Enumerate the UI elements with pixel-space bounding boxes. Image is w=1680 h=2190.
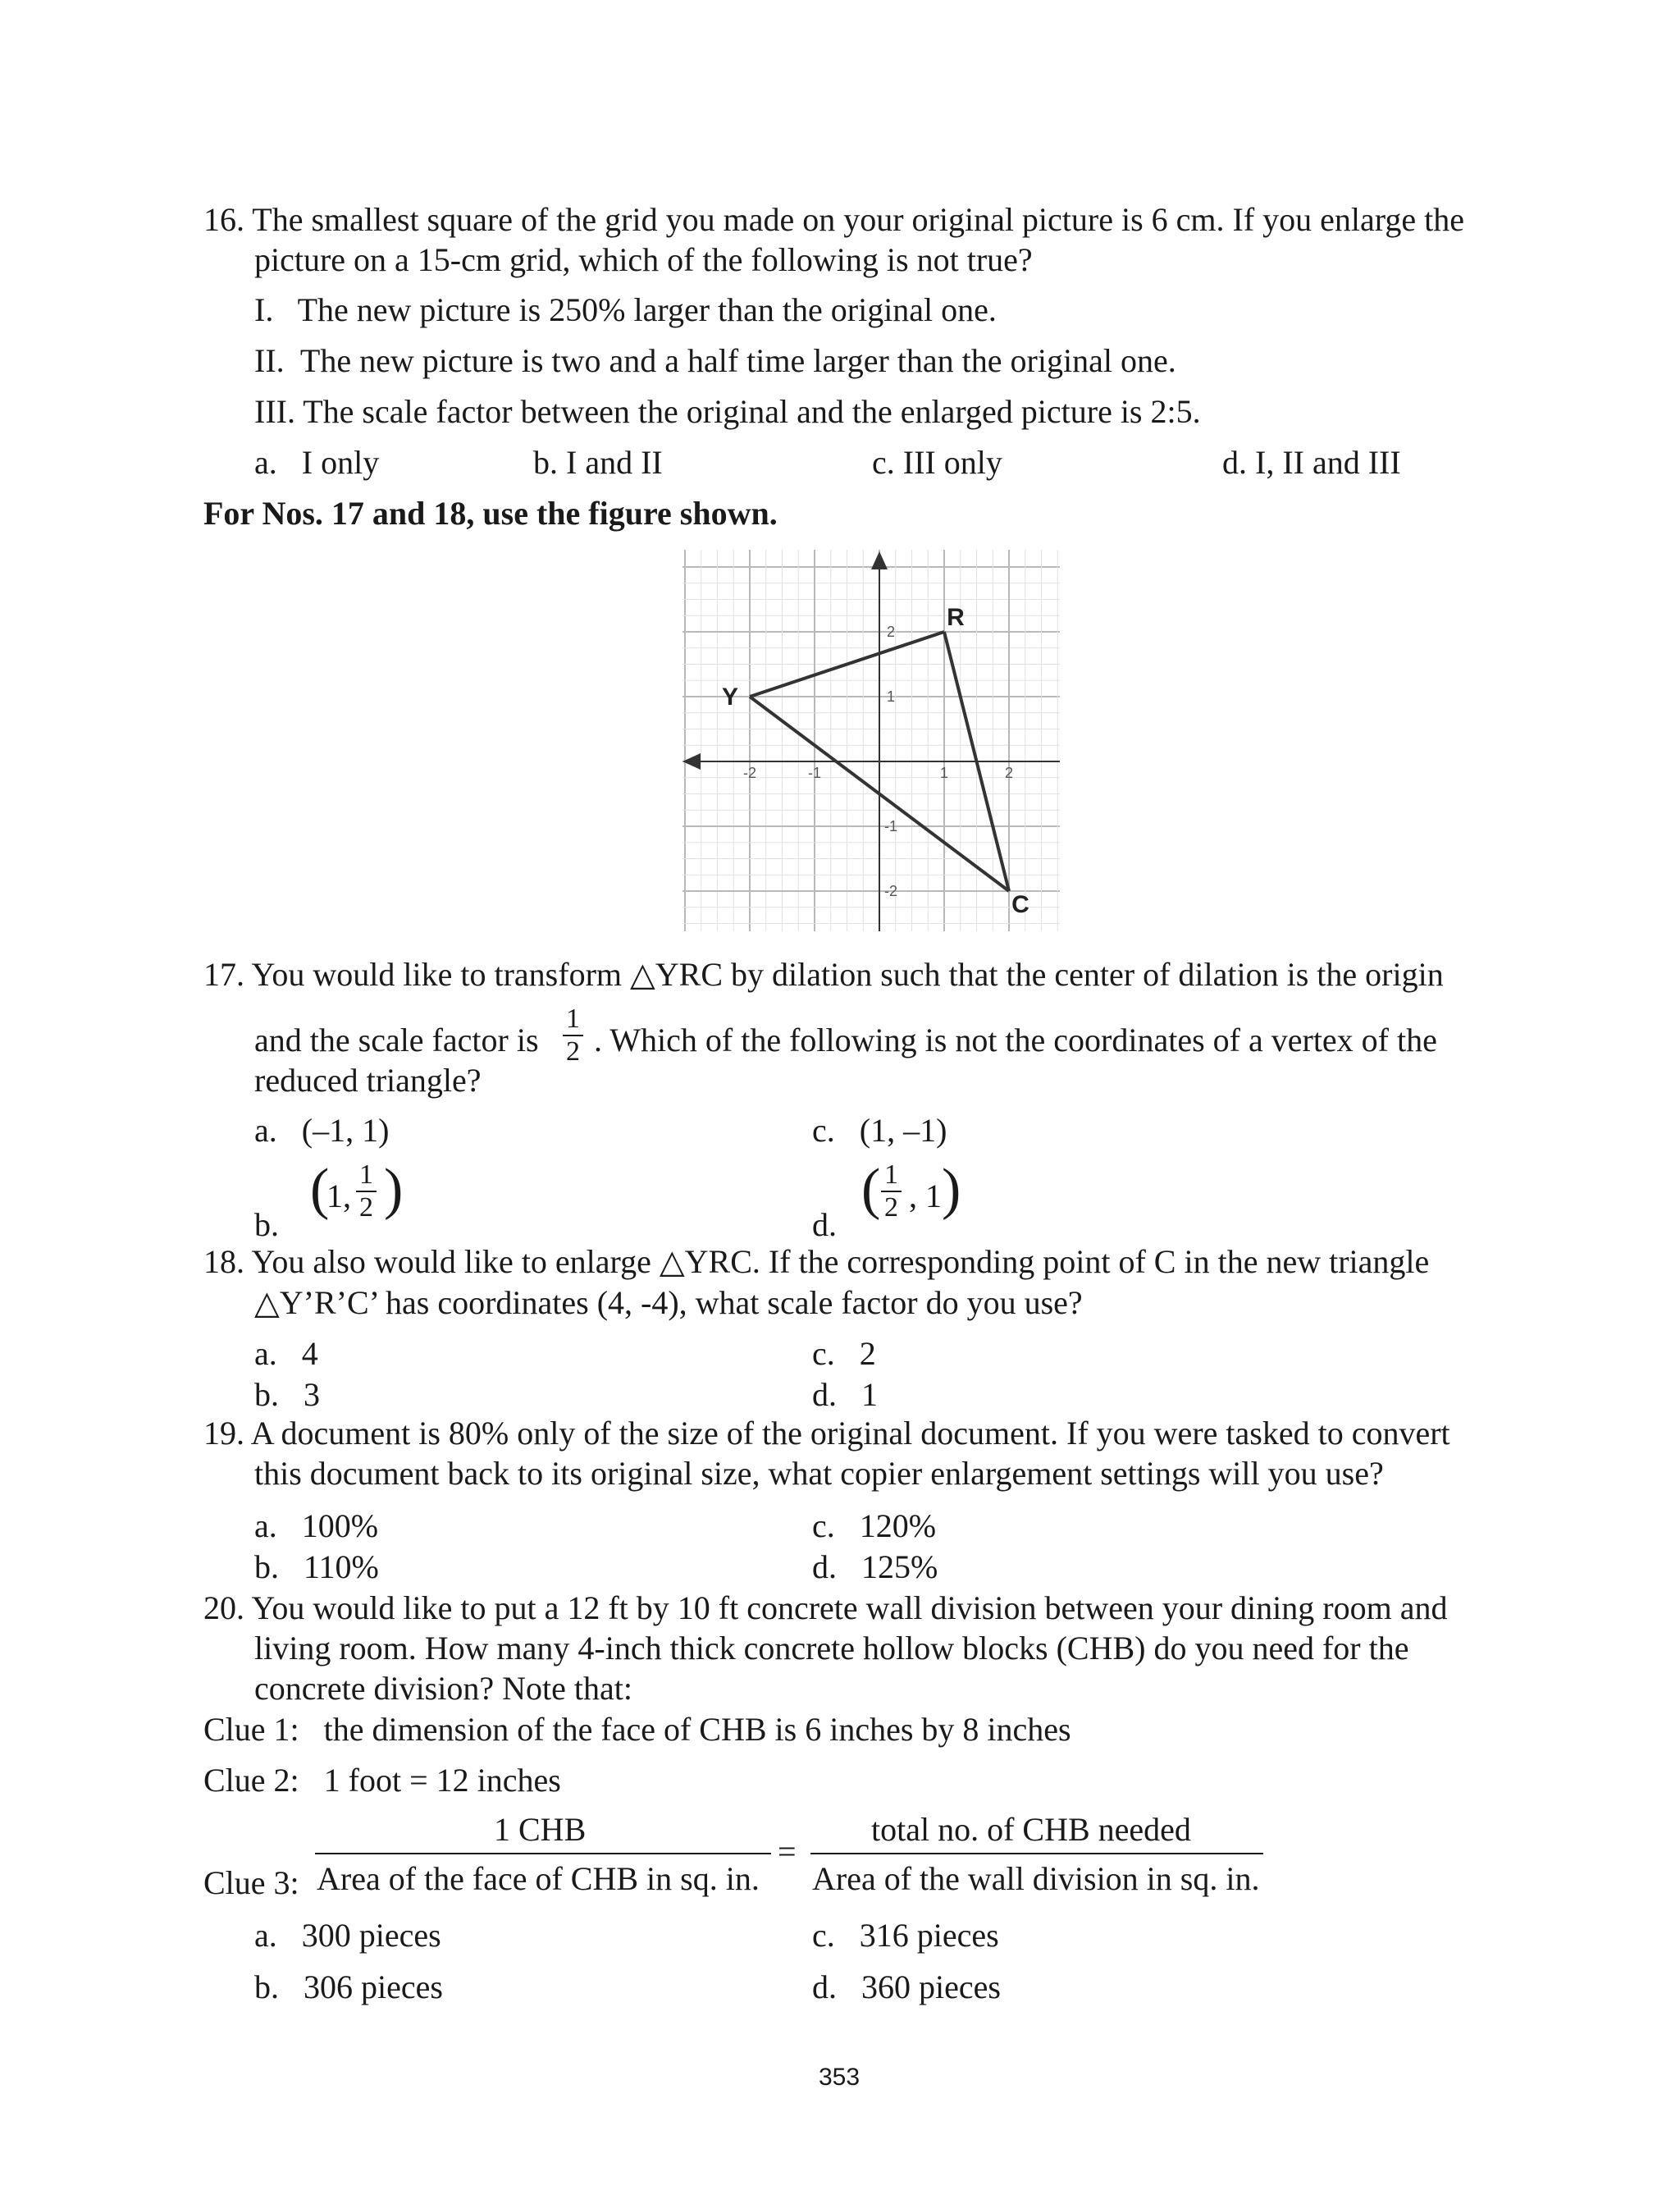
q17-option-b-value: 1, bbox=[326, 1177, 351, 1214]
q19-option-b: b. 110% bbox=[254, 1548, 379, 1585]
vertex-label-y: Y bbox=[721, 684, 738, 711]
x-tick-label: -2 bbox=[742, 765, 757, 781]
q19-stem-line1: 19. A document is 80% only of the size of the original document. If you were tasked to convert bbox=[203, 1415, 1450, 1452]
q17-stem-line2a: and the scale factor is bbox=[254, 1022, 539, 1058]
q17-option-d-label: d. bbox=[812, 1206, 837, 1243]
q17-option-d-fraction bbox=[881, 1159, 902, 1223]
vertex-label-c: C bbox=[1011, 891, 1029, 918]
q17-option-d-lparen: ( bbox=[861, 1158, 881, 1221]
q17-d-frac-numerator: 1 bbox=[881, 1159, 902, 1192]
q20-stem-line1: 20. You would like to put a 12 ft by 10 ft concrete wall division between your dining room and bbox=[203, 1589, 1448, 1626]
q16-option-d: d. I, II and III bbox=[1222, 444, 1401, 481]
q16-statement-3: III. The scale factor between the original and the enlarged picture is 2:5. bbox=[254, 393, 1201, 430]
q17-option-a: a. (–1, 1) bbox=[254, 1112, 390, 1149]
q20-option-b: b. 306 pieces bbox=[254, 1968, 443, 2005]
q20-left-denominator: Area of the face of CHB in sq. in. bbox=[317, 1860, 760, 1897]
q20-option-a: a. 300 pieces bbox=[254, 1917, 441, 1954]
q17-option-d-value: , 1 bbox=[909, 1177, 942, 1214]
q17-option-b-rparen: ) bbox=[384, 1158, 404, 1221]
q17-scale-fraction bbox=[563, 1004, 583, 1068]
coordinate-figure bbox=[682, 550, 1060, 931]
q19-option-c: c. 120% bbox=[812, 1507, 937, 1544]
x-tick-label: 1 bbox=[939, 765, 949, 781]
q19-option-a: a. 100% bbox=[254, 1507, 379, 1544]
q17-option-b-fraction bbox=[356, 1159, 377, 1223]
q16-option-a: a. I only bbox=[254, 444, 380, 481]
q16-statement-2: II. The new picture is two and a half time larger than the original one. bbox=[254, 342, 1176, 379]
q20-right-denominator: Area of the wall division in sq. in. bbox=[812, 1860, 1260, 1897]
q20-stem-line2: living room. How many 4-inch thick concrete hollow blocks (CHB) do you need for the bbox=[254, 1630, 1409, 1667]
section-heading: For Nos. 17 and 18, use the figure shown. bbox=[203, 495, 778, 532]
q20-right-numerator: total no. of CHB needed bbox=[871, 1811, 1191, 1848]
q17-stem-line1: 17. You would like to transform △YRC by dilation such that the center of dilation is the origin bbox=[203, 956, 1444, 993]
x-tick-label: 2 bbox=[1004, 765, 1014, 781]
q16-option-c: c. III only bbox=[872, 444, 1002, 481]
q19-stem-line2: this document back to its original size, what copier enlargement settings will you use? bbox=[254, 1455, 1384, 1492]
q16-statement-1: I. The new picture is 250% larger than the original one. bbox=[254, 291, 997, 328]
q18-stem-line2: △Y’R’C’ has coordinates (4, -4), what scale factor do you use? bbox=[254, 1284, 1083, 1321]
q17-frac-numerator: 1 bbox=[563, 1004, 583, 1036]
q16-stem-line1: 16. The smallest square of the grid you made on your original picture is 6 cm. If you enlarge the bbox=[203, 201, 1465, 238]
x-tick-label: -1 bbox=[807, 765, 822, 781]
page-number: 353 bbox=[819, 2064, 861, 2091]
y-tick-label: -1 bbox=[883, 818, 898, 834]
q20-option-d: d. 360 pieces bbox=[812, 1968, 1001, 2005]
q20-left-numerator: 1 CHB bbox=[494, 1811, 587, 1848]
q19-option-d: d. 125% bbox=[812, 1548, 938, 1585]
q16-option-b: b. I and II bbox=[533, 444, 663, 481]
q20-clue-3-label: Clue 3: bbox=[203, 1864, 299, 1901]
q17-b-frac-denominator: 2 bbox=[359, 1192, 373, 1223]
q20-equals: = bbox=[778, 1833, 797, 1870]
q20-option-c: c. 316 pieces bbox=[812, 1917, 999, 1954]
q17-stem-line3: reduced triangle? bbox=[254, 1062, 482, 1099]
q18-stem-line1: 18. You also would like to enlarge △YRC. If the corresponding point of C in the new triangle bbox=[203, 1243, 1430, 1280]
q20-right-fraction-bar bbox=[810, 1853, 1263, 1854]
q18-option-a: a. 4 bbox=[254, 1335, 318, 1372]
vertex-label-r: R bbox=[947, 604, 965, 631]
q17-b-frac-numerator: 1 bbox=[356, 1159, 377, 1192]
q20-clue-1: Clue 1: the dimension of the face of CHB is 6 inches by 8 inches bbox=[203, 1711, 1071, 1748]
q17-option-b-label: b. bbox=[254, 1206, 279, 1243]
y-tick-label: 1 bbox=[886, 688, 896, 705]
q17-stem-line2b: . Which of the following is not the coordinates of a vertex of the bbox=[594, 1022, 1437, 1058]
q18-option-d: d. 1 bbox=[812, 1376, 878, 1413]
q16-stem-line2: picture on a 15-cm grid, which of the following is not true? bbox=[254, 241, 1033, 278]
y-tick-label: 2 bbox=[886, 624, 896, 640]
q18-option-c: c. 2 bbox=[812, 1335, 876, 1372]
q17-frac-denominator: 2 bbox=[566, 1036, 580, 1067]
q20-left-fraction-bar bbox=[315, 1853, 771, 1854]
q17-d-frac-denominator: 2 bbox=[884, 1192, 898, 1223]
y-tick-label: -2 bbox=[883, 883, 898, 899]
q18-option-b: b. 3 bbox=[254, 1376, 320, 1413]
q20-clue-2: Clue 2: 1 foot = 12 inches bbox=[203, 1762, 561, 1799]
q20-stem-line3: concrete division? Note that: bbox=[254, 1670, 632, 1707]
q17-option-b-lparen: ( bbox=[310, 1158, 330, 1221]
q17-option-d-rparen: ) bbox=[942, 1158, 961, 1221]
q17-option-c: c. (1, –1) bbox=[812, 1112, 947, 1149]
